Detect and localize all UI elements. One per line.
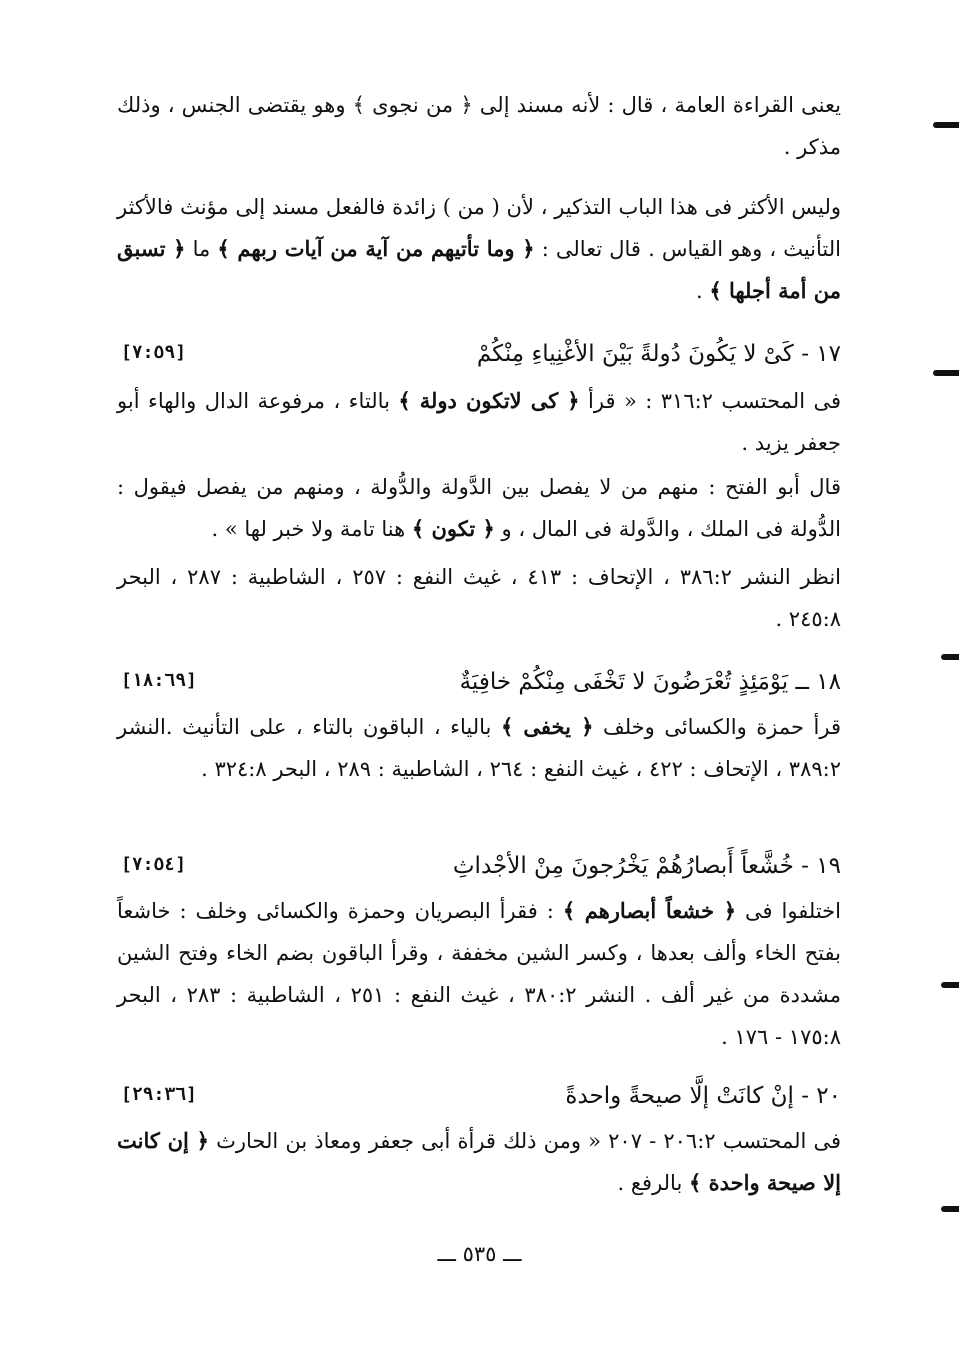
commentary-text: فى المحتسب ٢٠٦:٢ - ٢٠٧ « ومن ذلك قرأة أبى جعفر ومعاذ بن الحارث — [208, 1129, 842, 1153]
commentary-17-abu-alfath — [117, 466, 841, 550]
scan-edge-mark — [941, 654, 959, 660]
commentary-text: هنا تامة ولا خبر لها » . — [211, 517, 406, 541]
verse-reference: [٧:٥٤] — [121, 854, 187, 875]
verse-text: ١٩ - خُشَّعاً أَبصارُهُمْ يَخْرُجونَ مِنْ الأجْداثِ — [452, 853, 841, 879]
commentary-17-muhtasab — [117, 380, 841, 464]
paragraph-intro — [117, 84, 841, 168]
verse-reference: [٢٩:٣٦] — [121, 1084, 197, 1105]
commentary-text: قرأ حمزة والكسائى وخلف — [593, 715, 842, 739]
verse-heading-19 — [117, 846, 841, 890]
quran-quote: ﴿ إن كانت إلا صيحة واحدة ﴾ — [117, 1128, 841, 1195]
verse-heading-18 — [117, 662, 841, 706]
quran-quote: ﴿ كى لاتكون دولة ﴾ — [398, 388, 580, 413]
page-number: ـــ ٥٣٥ ـــ — [437, 1242, 522, 1266]
quran-quote: ﴿ تسبق من أمة أجلها ﴾ — [117, 236, 841, 303]
commentary-20 — [117, 1120, 841, 1204]
scan-edge-mark — [941, 1206, 959, 1212]
verse-reference: [١٨:٦٩] — [121, 670, 197, 691]
paragraph-tadhkir — [117, 186, 841, 312]
verse-heading-20 — [117, 1076, 841, 1120]
paragraph-tadhkir-text: . — [695, 279, 703, 303]
commentary-18 — [117, 706, 841, 790]
commentary-text: بالرفع . — [617, 1171, 683, 1195]
commentary-text: بالياء ، الباقون بالتاء ، على التأنيث .النشر ٣٨٩:٢ ، الإتحاف : ٤٢٢ ، غيث النفع : ٢٦٤ ، الشاطبية : ٢٨٩ ، البحر ٣٢٤:٨ . — [117, 715, 841, 781]
commentary-17-references — [117, 556, 841, 640]
commentary-text: : فقرأ البصريان وحمزة والكسائى وخلف : خاشعاً بفتح الخاء وألف بعدها ، وكسر الشين مخففة ، وقرأ الباقون بضم الخاء وفتح الشين مشددة من غير ألف . النشر ٣٨٠:٢ ، غيث النفع : ٢٥١ ، الشاطبية : ٢٨٣ ، البحر ١٧٥:٨ - ١٧٦ . — [117, 899, 841, 1049]
quran-quote: ﴿ وما تأتيهم من آية من آيات ربهم ﴾ — [217, 236, 535, 261]
commentary-text: قال أبو الفتح : منهم من لا يفصل بين الدَّولة والدُّولة ، ومنهم من يفصل فيقول : الدُّولة فى الملك ، والدَّولة فى المال ، و — [117, 475, 841, 541]
scan-edge-mark — [941, 982, 959, 988]
quran-quote: ﴿ يخفى ﴾ — [500, 714, 594, 739]
verse-text: ٢٠ - إنْ كانَتْ إلَّا صيحةً واحدةً — [565, 1083, 841, 1109]
commentary-19 — [117, 890, 841, 1058]
verse-reference: [٧:٥٩] — [121, 342, 187, 363]
verse-text: ١٨ ــ يَوْمَئِذٍ تُعْرَضُونَ لا تَخْفَى مِنْكُمْ خافِيَةٌ — [459, 669, 841, 695]
paragraph-tadhkir-text: ما — [185, 237, 211, 261]
commentary-text: انظر النشر ٣٨٦:٢ ، الإتحاف : ٤١٣ ، غيث النفع : ٢٥٧ ، الشاطبية : ٢٨٧ ، البحر ٢٤٥:٨ . — [117, 565, 841, 631]
commentary-text: فى المحتسب ٣١٦:٢ : « قرأ — [579, 389, 842, 413]
scan-edge-mark — [933, 370, 959, 376]
paragraph-intro-text: يعنى القراءة العامة ، قال : لأنه مسند إلى ﴿ من نجوى ﴾ وهو يقتضى الجنس ، وذلك مذكر . — [117, 93, 841, 159]
quran-quote: ﴿ خشعاً أبصارهم ﴾ — [562, 898, 737, 923]
commentary-text: بالتاء ، مرفوعة الدال والهاء أبو جعفر يزيد . — [117, 389, 841, 455]
verse-heading-17 — [117, 334, 841, 378]
paragraph-tadhkir-text: وليس الأكثر فى هذا الباب التذكير ، لأن ( من ) زائدة فالفعل مسند إلى مؤنث فالأكثر التأنيث ، وهو القياس . قال تعالى : — [117, 195, 841, 261]
scan-edge-mark — [933, 122, 959, 128]
quran-quote: ﴿ تكون ﴾ — [411, 516, 495, 541]
commentary-text: اختلفوا فى — [745, 899, 841, 923]
verse-text: ١٧ - كَىْ لا يَكُونَ دُولةً بَيْنَ الأغْنِياءِ مِنْكُمْ — [476, 341, 841, 367]
